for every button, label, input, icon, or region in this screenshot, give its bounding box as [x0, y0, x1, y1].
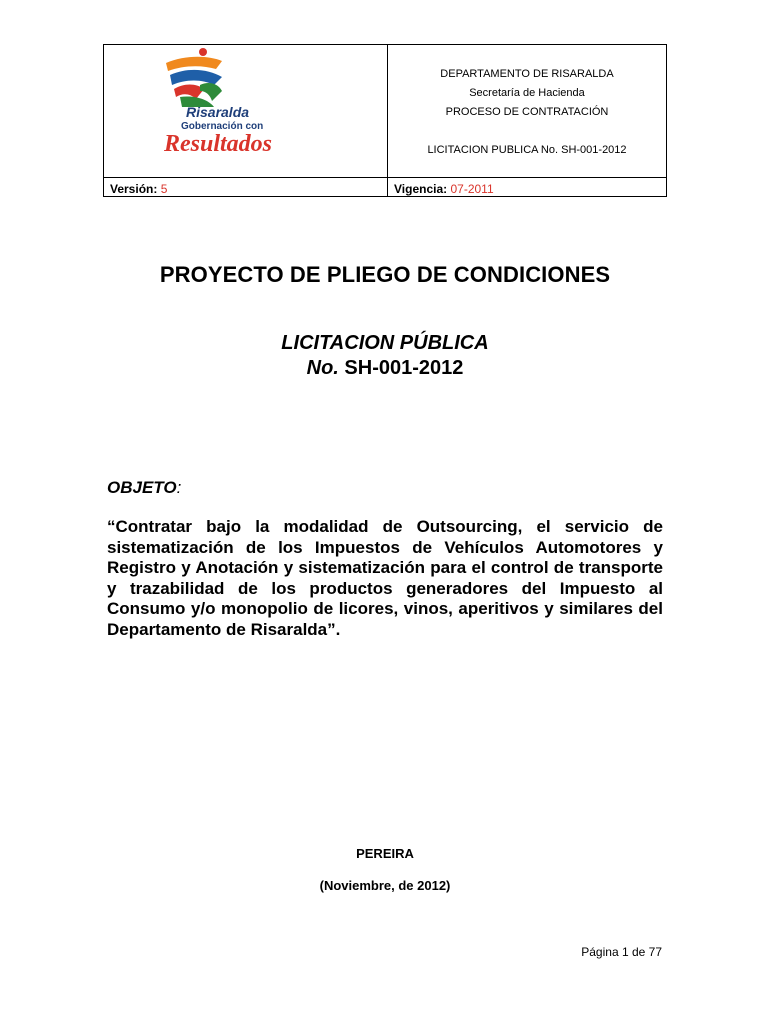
- logo-text-resultados: Resultados: [164, 131, 273, 157]
- tender-reference: LICITACION PUBLICA No. SH-001-2012: [427, 144, 627, 156]
- validity-cell: [394, 178, 666, 196]
- logo-cell: [104, 45, 388, 177]
- document-title: PROYECTO DE PLIEGO DE CONDICIONES: [159, 262, 611, 287]
- subtitle-line1: LICITACION PÚBLICA: [281, 332, 489, 354]
- objeto-description: “Contratar bajo la modalidad de Outsourcing, el servicio de sistematización de los Impuestos de Vehículos Automotores y Registro y Anotación y sistematización para el control de transporte y trazabilidad de los productos generadores del Impuesto al Consumo y/o monopolio de licores, vinos, aperitivos y similares del Departamento de Risaralda”.: [107, 517, 663, 639]
- document-date: (Noviembre, de 2012): [319, 878, 451, 893]
- subtitle-no: No.: [306, 357, 339, 379]
- subtitle-code: SH-001-2012: [344, 357, 464, 379]
- logo-text-risaralda: Risaralda: [186, 104, 250, 120]
- validity-label: Vigencia:: [394, 182, 448, 196]
- city-name: PEREIRA: [356, 846, 414, 861]
- document-subtitle: [0, 331, 770, 381]
- risaralda-logo: [104, 45, 388, 177]
- objeto-label-colon: :: [176, 478, 182, 497]
- header-info-cell: [388, 45, 666, 177]
- logo-emblem-icon: [166, 48, 222, 107]
- validity-value: 07-2011: [450, 182, 494, 196]
- objeto-label: [107, 478, 181, 498]
- document-header-table: [103, 44, 667, 197]
- page-number: Página 1 de 77: [581, 945, 662, 959]
- logo-text-gobernacion: Gobernación con: [181, 121, 264, 132]
- version-value: 5: [160, 182, 168, 196]
- subtitle-line2: [0, 356, 770, 381]
- department-name: DEPARTAMENTO DE RISARALDA: [440, 68, 614, 80]
- version-cell: [104, 178, 388, 196]
- header-meta-row: [104, 177, 666, 196]
- process-name: PROCESO DE CONTRATACIÓN: [445, 106, 609, 118]
- secretariat-name: Secretaría de Hacienda: [469, 87, 585, 99]
- objeto-label-text: OBJETO: [107, 478, 177, 497]
- version-label: Versión:: [110, 182, 158, 196]
